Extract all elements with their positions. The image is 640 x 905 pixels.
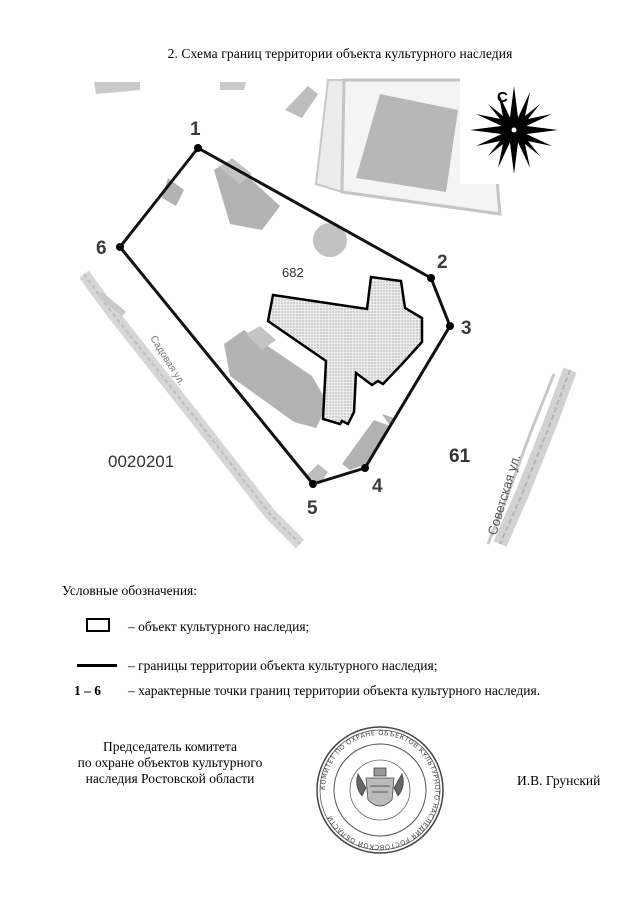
boundary-point: [427, 274, 435, 282]
coat-of-arms-icon: [357, 768, 404, 806]
block-number-right: 61: [449, 446, 471, 467]
signer-line-1: Председатель комитета: [103, 739, 237, 754]
neighbor-parcels: [94, 80, 500, 214]
signer-line-2: по охране объектов культурного: [77, 755, 263, 770]
point-label-5: 5: [307, 498, 318, 519]
block-number-left: 0020201: [108, 452, 175, 471]
point-label-1: 1: [190, 119, 201, 140]
page-title: 2. Схема границ территории объекта культурного наследия: [167, 46, 513, 61]
point-label-6: 6: [96, 238, 107, 259]
compass-rose-icon: [460, 76, 568, 184]
boundary-point: [446, 322, 454, 330]
parcel-number: 682: [282, 265, 304, 280]
legend-points-symbol: [72, 681, 122, 701]
compass-north-letter: С: [497, 89, 508, 106]
boundary-point: [116, 243, 124, 251]
point-label-4: 4: [372, 476, 383, 497]
signer-line-3: наследия Ростовской области: [85, 771, 255, 786]
point-label-2: 2: [437, 252, 448, 273]
point-label-3: 3: [461, 318, 472, 339]
legend-title: Условные обозначения:: [62, 583, 198, 598]
seal-ring-text: КОМИТЕТ ПО ОХРАНЕ ОБЪЕКТОВ КУЛЬТУРНОГО НАСЛЕДИЯ РОСТОВСКОЙ ОБЛАСТИ: [318, 728, 442, 852]
legend-points-range: 1 – 6: [74, 683, 101, 698]
street-label-left: Садовая ул.: [147, 333, 187, 388]
legend-object-symbol: [72, 617, 122, 637]
legend-object-text: – объект культурного наследия;: [128, 619, 310, 634]
legend-boundary-symbol: [72, 656, 122, 676]
boundary-point: [194, 144, 202, 152]
street-label-right: Советская ул.: [484, 452, 524, 537]
legend-item-points: [62, 681, 622, 701]
legend-boundary-text: – границы территории объекта культурного наследия;: [128, 658, 438, 673]
legend-item-boundary: [62, 656, 622, 676]
boundary-point: [361, 464, 369, 472]
legend-points-text: – характерные точки границ территории объекта культурного наследия.: [128, 683, 541, 698]
site-map: [80, 74, 580, 549]
legend-item-object: [62, 617, 622, 637]
official-seal: [314, 724, 446, 856]
boundary-point: [309, 480, 317, 488]
signer-position: [55, 739, 285, 787]
signer-name: И.В. Грунский: [517, 773, 601, 788]
